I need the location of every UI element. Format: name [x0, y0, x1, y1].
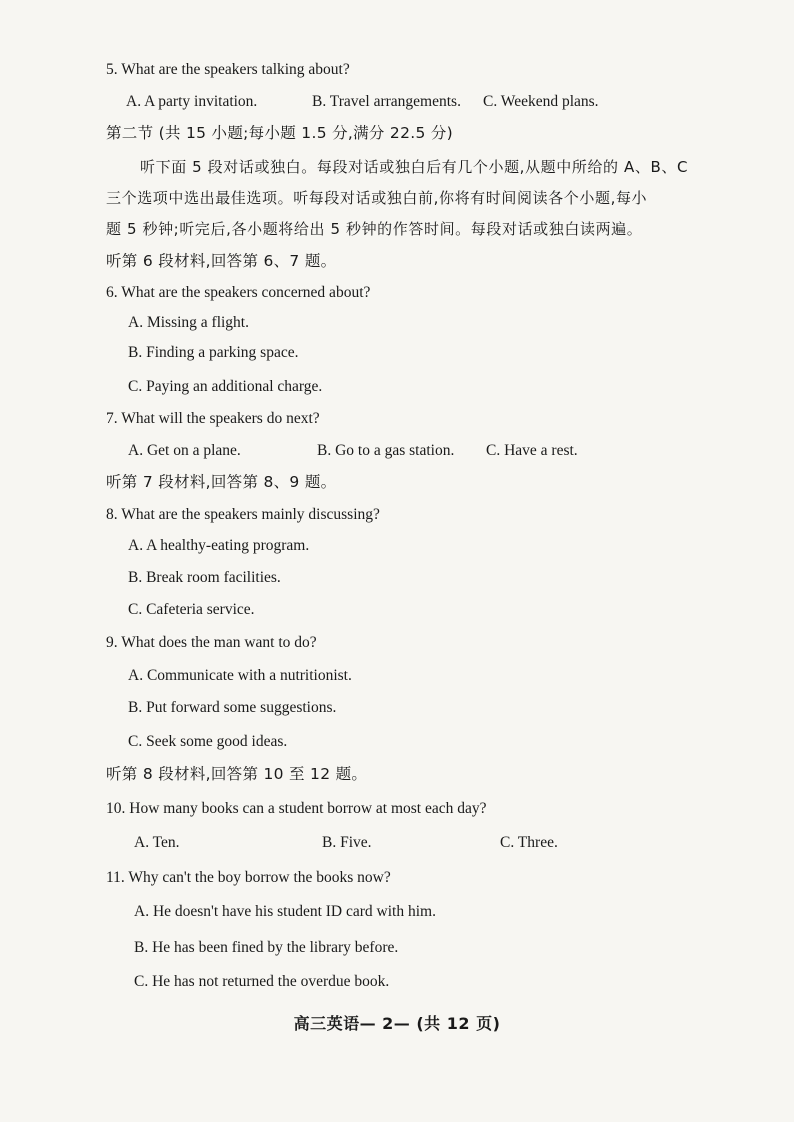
question-9-stem: 9. What does the man want to do? — [106, 634, 317, 651]
material-8-label: 听第 8 段材料,回答第 10 至 12 题。 — [106, 765, 368, 783]
question-7-option-c: C. Have a rest. — [486, 442, 578, 459]
question-11-option-c: C. He has not returned the overdue book. — [134, 973, 390, 990]
question-9-option-b: B. Put forward some suggestions. — [128, 699, 337, 716]
question-10-stem: 10. How many books can a student borrow at most each day? — [106, 800, 487, 817]
question-5-stem: 5. What are the speakers talking about? — [106, 61, 350, 78]
question-8-option-b: B. Break room facilities. — [128, 569, 281, 586]
question-7-option-b: B. Go to a gas station. — [317, 442, 455, 459]
section-2-heading: 第二节 (共 15 小题;每小题 1.5 分,满分 22.5 分) — [106, 124, 454, 142]
question-11-stem: 11. Why can't the boy borrow the books now? — [106, 869, 391, 886]
question-6-option-b: B. Finding a parking space. — [128, 344, 299, 361]
question-11-option-a: A. He doesn't have his student ID card with him. — [134, 903, 436, 920]
question-10-option-c: C. Three. — [500, 834, 558, 851]
section-2-instructions-line-3: 题 5 秒钟;听完后,各小题将给出 5 秒钟的作答时间。每段对话或独白读两遍。 — [106, 220, 643, 238]
question-9-option-a: A. Communicate with a nutritionist. — [128, 667, 352, 684]
question-8-option-a: A. A healthy-eating program. — [128, 537, 310, 554]
material-7-label: 听第 7 段材料,回答第 8、9 题。 — [106, 473, 337, 491]
question-6-stem: 6. What are the speakers concerned about? — [106, 284, 371, 301]
question-7-option-a: A. Get on a plane. — [128, 442, 241, 459]
question-5-option-c: C. Weekend plans. — [483, 93, 599, 110]
page-footer: 高三英语— 2— (共 12 页) — [293, 1014, 501, 1033]
question-5-option-a: A. A party invitation. — [126, 93, 258, 110]
question-5-option-b: B. Travel arrangements. — [312, 93, 461, 110]
question-10-option-a: A. Ten. — [134, 834, 180, 851]
question-10-option-b: B. Five. — [322, 834, 372, 851]
question-9-option-c: C. Seek some good ideas. — [128, 733, 288, 750]
question-7-stem: 7. What will the speakers do next? — [106, 410, 320, 427]
question-8-stem: 8. What are the speakers mainly discussing? — [106, 506, 380, 523]
question-8-option-c: C. Cafeteria service. — [128, 601, 255, 618]
section-2-instructions-line-2: 三个选项中选出最佳选项。听每段对话或独白前,你将有时间阅读各个小题,每小 — [106, 189, 648, 207]
section-2-instructions-line-1: 听下面 5 段对话或独白。每段对话或独白后有几个小题,从题中所给的 A、B、C — [140, 158, 689, 176]
question-6-option-c: C. Paying an additional charge. — [128, 378, 323, 395]
question-6-option-a: A. Missing a flight. — [128, 314, 249, 331]
material-6-label: 听第 6 段材料,回答第 6、7 题。 — [106, 252, 337, 270]
question-11-option-b: B. He has been fined by the library before. — [134, 939, 399, 956]
